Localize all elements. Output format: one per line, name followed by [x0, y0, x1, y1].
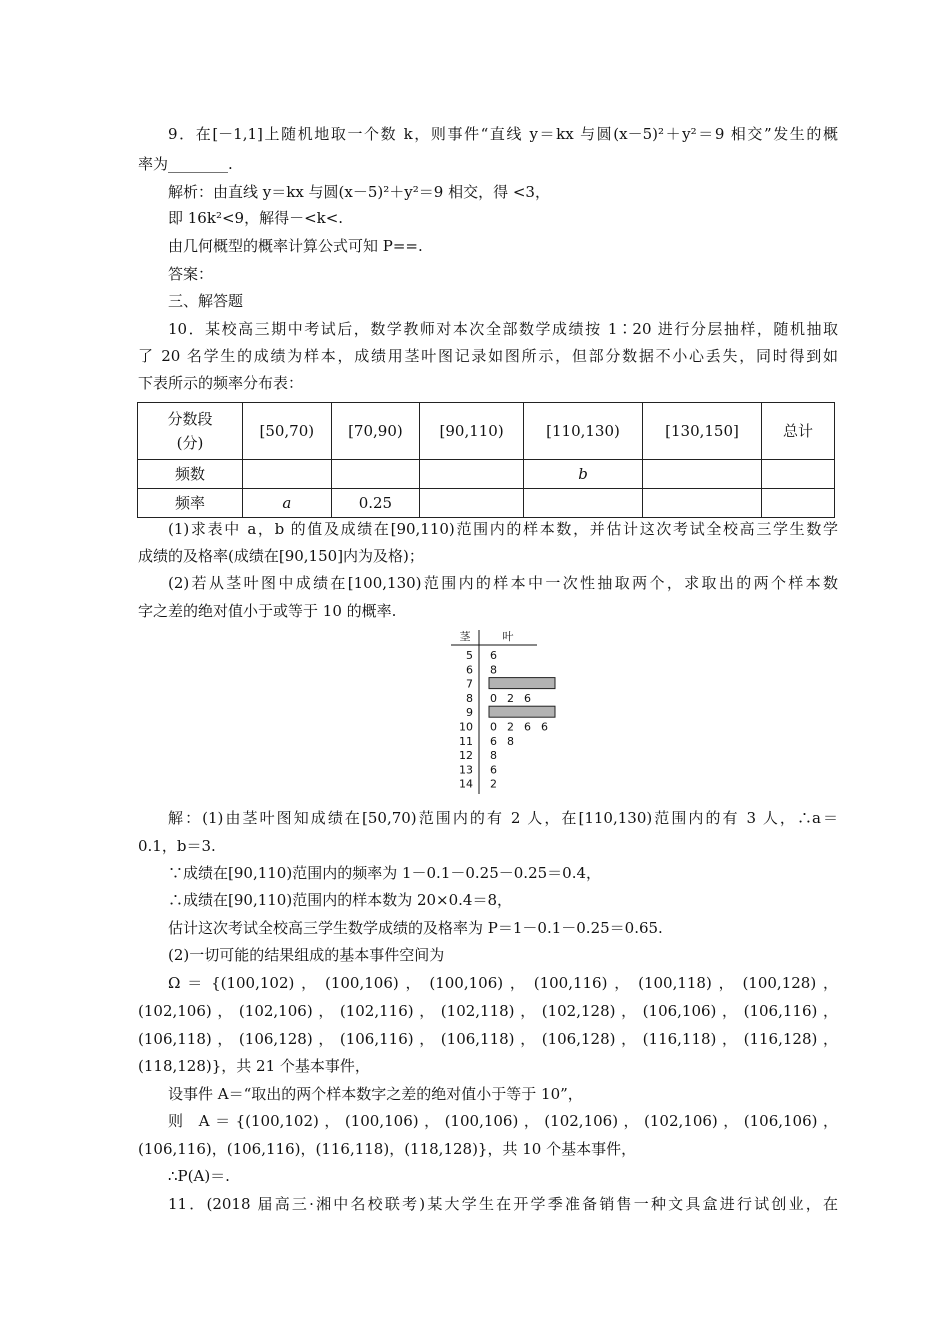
- q10-part2-line-1: (2)若从茎叶图中成绩在[100,130)范围内的样本中一次性抽取两个，求取出的两个样本数: [168, 574, 838, 592]
- leaf-value: 8: [490, 749, 497, 763]
- stem-header: 茎: [459, 630, 471, 643]
- leaf-value: 0: [490, 691, 497, 705]
- table-cell: 分数段(分): [138, 403, 243, 460]
- stem-value: 6: [466, 663, 473, 677]
- solution-line-8: (102,106) ， (102,106) ， (102,116) ， (102,118) ， (102,128) ， (106,106) ， (106,116) ，: [138, 1002, 838, 1020]
- section-heading: 三、解答题: [168, 292, 244, 310]
- table-cell: a: [243, 489, 332, 518]
- table-cell: [643, 489, 762, 518]
- table-cell: [50,70): [243, 403, 332, 460]
- q9-line-2: 率为________.: [138, 155, 233, 173]
- table-cell: [762, 489, 835, 518]
- q10-line-2: 了 20 名学生的成绩为样本，成绩用茎叶图记录如图所示，但部分数据不小心丢失，同时得到如: [138, 347, 838, 365]
- table-cell: b: [524, 460, 643, 489]
- table-cell: [420, 489, 524, 518]
- stem-value: 8: [466, 691, 473, 705]
- leaf-value: 6: [524, 691, 531, 705]
- solution-line-10: (118,128)}，共 21 个基本事件，: [138, 1057, 370, 1075]
- leaf-value: 2: [507, 720, 514, 734]
- table-cell: [90,110): [420, 403, 524, 460]
- table-cell: [243, 460, 332, 489]
- q9-answer: 答案：: [168, 265, 214, 283]
- frequency-table: [137, 402, 835, 518]
- leaf-value: 6: [524, 720, 531, 734]
- table-cell: [762, 460, 835, 489]
- leaf-value: 8: [507, 734, 514, 748]
- solution-line-4: ∴成绩在[90,110)范围内的样本数为 20×0.4＝8，: [168, 891, 513, 909]
- solution-line-13: (106,116)，(106,116)，(116,118)，(118,128)}，共 10 个基本事件，: [138, 1140, 637, 1158]
- leaf-value: 0: [490, 720, 497, 734]
- table-row-rate: [138, 489, 835, 518]
- q10-part1-line-2: 成绩的及格率(成绩在[90,150]内为及格)；: [138, 547, 424, 565]
- stem-value: 13: [459, 763, 473, 777]
- stem-value: 12: [459, 749, 473, 763]
- leaf-value: 8: [490, 663, 497, 677]
- solution-line-5: 估计这次考试全校高三学生数学成绩的及格率为 P＝1－0.1－0.25＝0.65.: [168, 919, 663, 937]
- table-cell: [420, 460, 524, 489]
- leaf-value: 6: [490, 763, 497, 777]
- solution-line-14: ∴P(A)＝.: [168, 1167, 230, 1185]
- table-cell: [524, 489, 643, 518]
- table-cell: 总计: [762, 403, 835, 460]
- solution-line-11: 设事件 A＝“取出的两个样本数字之差的绝对值小于等于 10”，: [168, 1085, 583, 1103]
- stem-value: 7: [466, 677, 473, 691]
- table-header-row: [138, 403, 835, 460]
- table-cell: [70,90): [331, 403, 420, 460]
- solution-line-9: (106,118) ， (106,128) ， (106,116) ， (106,118) ， (106,128) ， (116,118) ， (116,128) ，: [138, 1030, 838, 1048]
- leaf-value: 6: [541, 720, 548, 734]
- table-cell: [110,130): [524, 403, 643, 460]
- table-cell: [130,150]: [643, 403, 762, 460]
- leaf-value: 2: [490, 777, 497, 791]
- leaf-value: 2: [507, 691, 514, 705]
- q9-solution-line-1: 解析：由直线 y＝kx 与圆(x－5)²＋y²＝9 相交，得 <3，: [168, 183, 550, 201]
- stem-value: 11: [459, 734, 473, 748]
- q11-line-1: 11．(2018 届高三·湘中名校联考)某大学生在开学季准备销售一种文具盒进行试创业，在: [168, 1195, 838, 1213]
- q10-line-1: 10．某校高三期中考试后，数学教师对本次全部数学成绩按 1∶20 进行分层抽样，随机抽取: [168, 320, 838, 338]
- stem-value: 10: [459, 720, 473, 734]
- stem-value: 9: [466, 706, 473, 720]
- leaf-value: 6: [490, 649, 497, 662]
- table-row-frequency: [138, 460, 835, 489]
- stem-value: 5: [466, 649, 473, 662]
- table-cell: 频率: [138, 489, 243, 518]
- missing-data-block: [489, 678, 555, 689]
- q9-solution-line-3: 由几何概型的概率计算公式可知 P==.: [168, 237, 423, 255]
- table-cell: [331, 460, 420, 489]
- leaf-value: 6: [490, 734, 497, 748]
- solution-line-7: Ω ＝ {(100,102) ， (100,106) ， (100,106) ， (100,116) ， (100,118) ， (100,128) ，: [168, 974, 838, 992]
- table-cell: [643, 460, 762, 489]
- stem-leaf-rows: [459, 649, 555, 791]
- q10-line-3: 下表所示的频率分布表：: [138, 374, 304, 392]
- solution-line-3: ∵成绩在[90,110)范围内的频率为 1－0.1－0.25－0.25＝0.4，: [168, 864, 602, 882]
- q9-solution-line-2: 即 16k²<9，解得－<k<.: [168, 209, 344, 227]
- solution-line-6: (2)一切可能的结果组成的基本事件空间为: [168, 946, 445, 964]
- solution-line-1: 解：(1)由茎叶图知成绩在[50,70)范围内的有 2 人，在[110,130)范围内的有 3 人，∴a＝: [168, 809, 838, 827]
- missing-data-block: [489, 706, 555, 717]
- solution-line-2: 0.1，b＝3.: [138, 837, 216, 855]
- stem-leaf-plot: [445, 626, 575, 798]
- q9-line-1: 9．在[－1,1]上随机地取一个数 k，则事件“直线 y＝kx 与圆(x－5)²＋y²＝9 相交”发生的概: [168, 125, 838, 143]
- q10-part1-line-1: (1)求表中 a，b 的值及成绩在[90,110)范围内的样本数，并估计这次考试全校高三学生数学: [168, 520, 838, 538]
- table-cell: 频数: [138, 460, 243, 489]
- table-cell: 0.25: [331, 489, 420, 518]
- stem-value: 14: [459, 777, 473, 791]
- leaf-header: 叶: [502, 630, 514, 643]
- q10-part2-line-2: 字之差的绝对值小于或等于 10 的概率.: [138, 602, 397, 620]
- solution-line-12: 则 A＝{(100,102)，(100,106)，(100,106)，(102,106)，(102,106)，(106,106)，: [168, 1112, 838, 1130]
